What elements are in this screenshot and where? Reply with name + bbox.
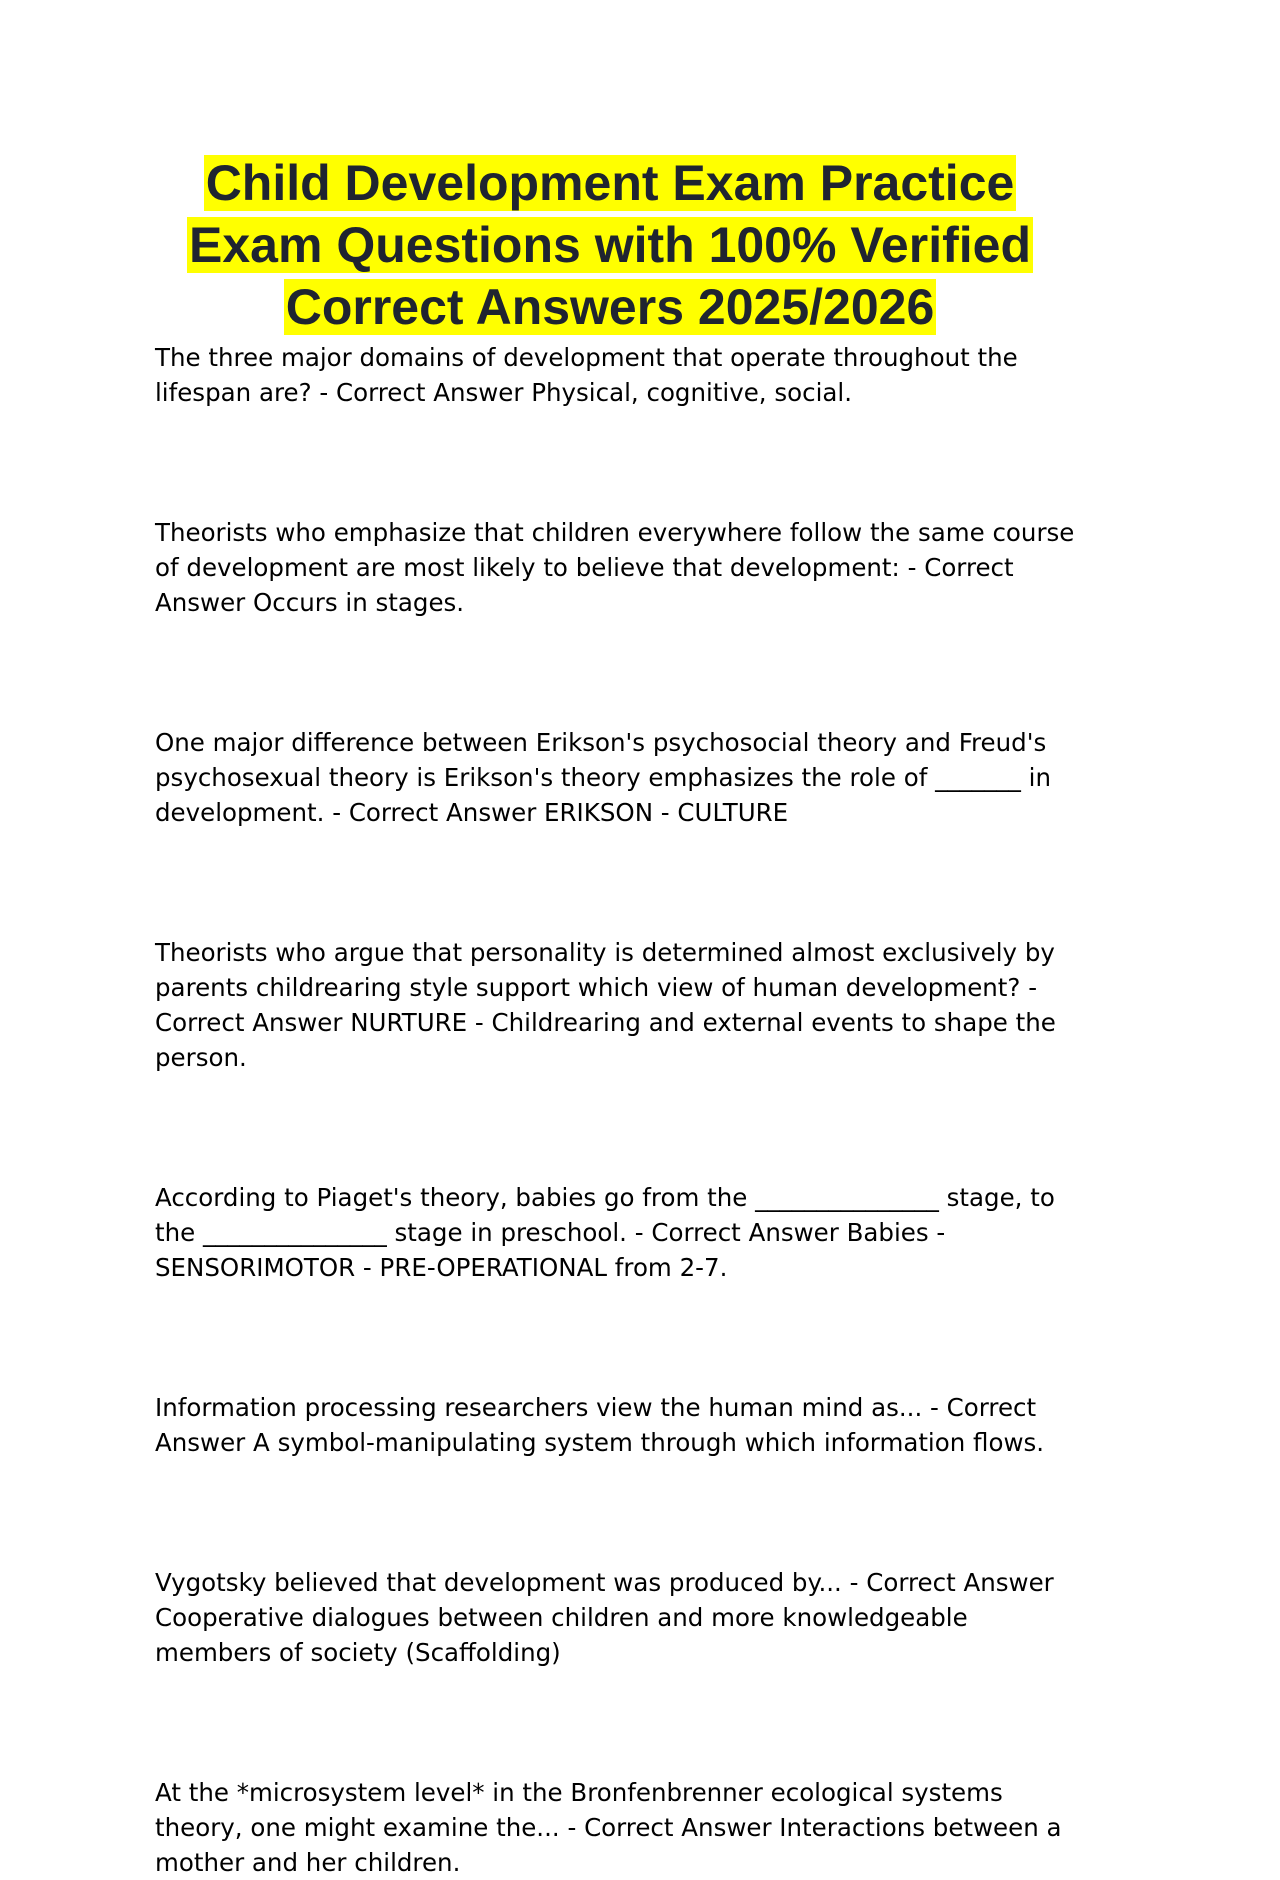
- qa-item: [155, 340, 1145, 410]
- qa-text-line: Answer A symbol-manipulating system through which information flows.: [155, 1428, 1045, 1457]
- qa-text-line: SENSORIMOTOR - PRE-OPERATIONAL from 2-7.: [155, 1253, 728, 1282]
- qa-text-line: development. - Correct Answer ERIKSON - CULTURE: [155, 798, 789, 827]
- qa-text-line: Information processing researchers view the human mind as... - Correct: [155, 1393, 1037, 1422]
- qa-text-line: The three major domains of development that operate throughout the: [155, 343, 1018, 372]
- document-title: [150, 152, 1070, 338]
- qa-item: [155, 1775, 1145, 1880]
- title-line: Correct Answers 2025/2026: [285, 279, 935, 335]
- qa-item: [155, 1390, 1145, 1460]
- qa-text-line: Answer Occurs in stages.: [155, 588, 465, 617]
- qa-text-line: parents childrearing style support which view of human development? -: [155, 973, 1038, 1002]
- qa-text-line: members of society (Scaffolding): [155, 1638, 561, 1667]
- qa-text-line: lifespan are? - Correct Answer Physical, cognitive, social.: [155, 378, 853, 407]
- qa-text-line: At the *microsystem level* in the Bronfenbrenner ecological systems: [155, 1778, 1003, 1807]
- qa-text-line: theory, one might examine the... - Correct Answer Interactions between a: [155, 1813, 1062, 1842]
- qa-text-line: the _______________ stage in preschool. - Correct Answer Babies -: [155, 1218, 946, 1247]
- qa-item: [155, 1180, 1145, 1285]
- qa-text-line: Theorists who emphasize that children everywhere follow the same course: [155, 518, 1075, 547]
- qa-item: [155, 935, 1145, 1075]
- title-line: Child Development Exam Practice: [205, 155, 1015, 211]
- title-line: Exam Questions with 100% Verified: [189, 217, 1031, 273]
- qa-item: [155, 725, 1145, 830]
- qa-item: [155, 515, 1145, 620]
- qa-text-line: mother and her children.: [155, 1848, 461, 1877]
- qa-text-line: According to Piaget's theory, babies go from the _______________ stage, to: [155, 1183, 1055, 1212]
- qa-text-line: psychosexual theory is Erikson's theory emphasizes the role of _______ in: [155, 763, 1051, 792]
- qa-text-line: Correct Answer NURTURE - Childrearing and external events to shape the: [155, 1008, 1056, 1037]
- qa-text-line: person.: [155, 1043, 247, 1072]
- qa-text-line: One major difference between Erikson's psychosocial theory and Freud's: [155, 728, 1047, 757]
- qa-text-line: Cooperative dialogues between children and more knowledgeable: [155, 1603, 968, 1632]
- qa-text-line: Vygotsky believed that development was produced by... - Correct Answer: [155, 1568, 1054, 1597]
- qa-text-line: of development are most likely to believe that development: - Correct: [155, 553, 1014, 582]
- qa-text-line: Theorists who argue that personality is determined almost exclusively by: [155, 938, 1055, 967]
- question-answer-list: [155, 340, 1145, 1880]
- qa-item: [155, 1565, 1145, 1670]
